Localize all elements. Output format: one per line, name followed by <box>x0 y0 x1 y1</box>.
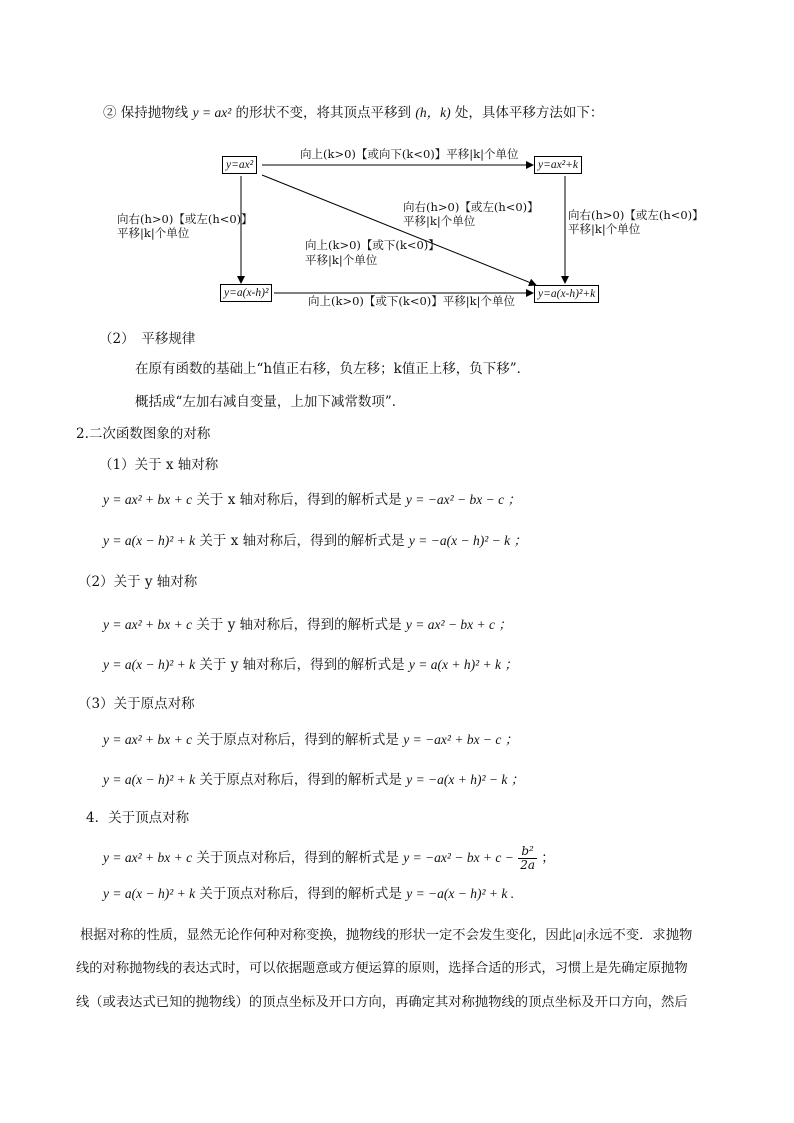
y-axis-row2-result: y = a(x + h)² + k ； <box>408 657 518 672</box>
conclusion-line1 <box>80 926 692 945</box>
x-axis-row2-text: 关于 x 轴对称后，得到的解析式是 <box>199 533 405 549</box>
vertex-row1-result: y = −ax² − bx + c − <box>403 850 514 865</box>
label-left-line2: 平移|k|个单位 <box>117 226 190 240</box>
x-axis-row2-result: y = −a(x − h)² − k ； <box>408 533 527 548</box>
conclusion-line3: 线（或表达式已知的抛物线）的顶点坐标及开口方向，再确定其对称抛物线的顶点坐标及开口方向，然后 <box>76 995 688 1010</box>
intro-point: (h，k) <box>415 105 451 120</box>
box-y-a-x-minus-h-squared: y=a(x-h)² <box>220 284 272 302</box>
conclusion-line1-b: 永远不变．求抛物 <box>585 928 693 943</box>
label-right-line1: 向右(h>0)【或左(h<0)】 <box>568 208 704 222</box>
origin-row1-text: 关于原点对称后，得到的解析式是 <box>196 732 399 748</box>
label-left-line1: 向右(h>0)【或左(h<0)】 <box>117 212 253 226</box>
y-axis-heading: （2）关于 y 轴对称 <box>78 574 198 590</box>
fraction-denominator: 2a <box>520 858 535 872</box>
y-axis-row2-formula: y = a(x − h)² + k <box>103 657 196 672</box>
box-y-ax2: y=ax² <box>222 156 257 174</box>
label-diagonal-b-line1: 向上(k>0)【或下(k<0)】 <box>305 238 440 252</box>
label-diagonal-b-line2: 平移|k|个单位 <box>305 253 378 267</box>
vertex-heading: 4．关于顶点对称 <box>86 810 190 826</box>
translation-rule-heading: （2） 平移规律 <box>99 331 196 347</box>
x-axis-row1-result: y = −ax² − bx − c ； <box>405 492 521 507</box>
y-axis-row1-result: y = ax² − bx + c ； <box>405 617 512 632</box>
y-axis-row2 <box>103 656 518 674</box>
label-right-line2: 平移|k|个单位 <box>568 222 641 236</box>
intro-text-b: 的形状不变，将其顶点平移到 <box>235 105 412 121</box>
vertex-row1 <box>103 845 555 872</box>
translation-rule-line1: 在原有函数的基础上“h值正右移，负左移；k值正上移，负下移”． <box>135 361 531 377</box>
x-axis-row2 <box>103 532 527 550</box>
vertex-row1-fraction <box>518 845 537 872</box>
vertex-row2-formula: y = a(x − h)² + k <box>103 886 196 901</box>
vertex-row1-text: 关于顶点对称后，得到的解析式是 <box>196 850 399 866</box>
origin-row1 <box>103 731 518 749</box>
vertex-row2-text: 关于顶点对称后，得到的解析式是 <box>199 886 402 902</box>
origin-row2-result: y = −a(x + h)² − k ； <box>406 772 525 787</box>
translation-rule-line2: 概括成“左加右减自变量，上加下减常数项”． <box>135 394 406 410</box>
label-bottom-translation: 向上(k>0)【或下(k<0)】平移|k|个单位 <box>308 294 516 308</box>
fraction-numerator: b² <box>518 845 537 859</box>
origin-row2-text: 关于原点对称后，得到的解析式是 <box>199 772 402 788</box>
box-y-a-x-minus-h-squared-plus-k: y=a(x-h)²+k <box>534 285 599 303</box>
label-top-translation: 向上(k>0)【或向下(k<0)】平移|k|个单位 <box>300 147 519 161</box>
conclusion-line1-a: 根据对称的性质，显然无论作何种对称变换，抛物线的形状一定不会发生变化，因此 <box>80 928 572 943</box>
vertex-row1-end: ； <box>541 850 555 866</box>
x-axis-heading: （1）关于 x 轴对称 <box>99 457 219 473</box>
label-diagonal-a-line2: 平移|k|个单位 <box>403 214 476 228</box>
intro-text-a: 保持抛物线 <box>120 105 189 121</box>
label-diagonal-a-line1: 向右(h>0)【或左(h<0)】 <box>403 200 539 214</box>
x-axis-row1-text: 关于 x 轴对称后，得到的解析式是 <box>196 492 402 508</box>
vertex-row2 <box>103 885 514 903</box>
x-axis-row1 <box>103 491 521 509</box>
circled-two-marker: ② <box>103 105 117 121</box>
y-axis-row1-text: 关于 y 轴对称后，得到的解析式是 <box>196 617 402 633</box>
y-axis-row2-text: 关于 y 轴对称后，得到的解析式是 <box>199 657 405 673</box>
origin-row2 <box>103 771 524 789</box>
origin-row1-formula: y = ax² + bx + c <box>103 732 193 747</box>
y-axis-row1-formula: y = ax² + bx + c <box>103 617 193 632</box>
origin-row2-formula: y = a(x − h)² + k <box>103 772 196 787</box>
abs-a: |a| <box>571 927 586 942</box>
vertex-row1-formula: y = ax² + bx + c <box>103 850 193 865</box>
symmetry-title: 2.二次函数图象的对称 <box>76 426 211 442</box>
origin-heading: （3）关于原点对称 <box>78 696 195 712</box>
vertex-row2-result: y = −a(x − h)² + k . <box>406 886 515 901</box>
conclusion-line2: 线的对称抛物线的表达式时，可以依据题意或方便运算的原则，选择合适的形式，习惯上是先确定原抛物 <box>76 961 688 976</box>
box-y-ax2-plus-k: y=ax²+k <box>534 156 582 174</box>
x-axis-row1-formula: y = ax² + bx + c <box>103 492 193 507</box>
x-axis-row2-formula: y = a(x − h)² + k <box>103 533 196 548</box>
arrow-diagonal <box>262 175 536 285</box>
intro-formula: y = ax² <box>192 105 232 120</box>
intro-text-c: 处，具体平移方法如下： <box>454 105 604 121</box>
y-axis-row1 <box>103 616 512 634</box>
origin-row1-result: y = −ax² + bx − c ； <box>403 732 519 747</box>
